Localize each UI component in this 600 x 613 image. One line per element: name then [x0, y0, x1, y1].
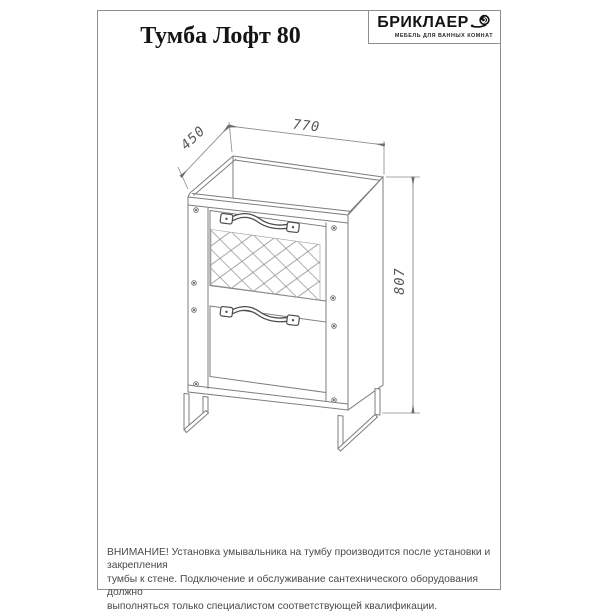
dimension-depth — [178, 122, 232, 189]
dim-height-label: 807 — [392, 267, 408, 295]
page-title: Тумба Лофт 80 — [140, 23, 301, 49]
warning-line: тумбы к стене. Подключение и обслуживание сантехнического оборудования должно — [107, 573, 478, 599]
brand-tagline: МЕБЕЛЬ ДЛЯ ВАННЫХ КОМНАТ — [394, 33, 493, 39]
warning-line: выполняться только специалистом соответствующей квалификации. — [107, 600, 438, 612]
dimension-height — [382, 177, 420, 413]
cabinet-right-side — [348, 177, 383, 410]
warning-line: ВНИМАНИЕ! Установка умывальника на тумбу производится после установки и закрепления — [107, 547, 491, 572]
dim-depth-label: 450 — [177, 122, 209, 154]
brand-name: БРИКЛАЕР — [377, 14, 469, 31]
dimension-width — [229, 117, 385, 175]
dim-width-label: 770 — [291, 116, 321, 136]
warning-text — [107, 546, 497, 613]
